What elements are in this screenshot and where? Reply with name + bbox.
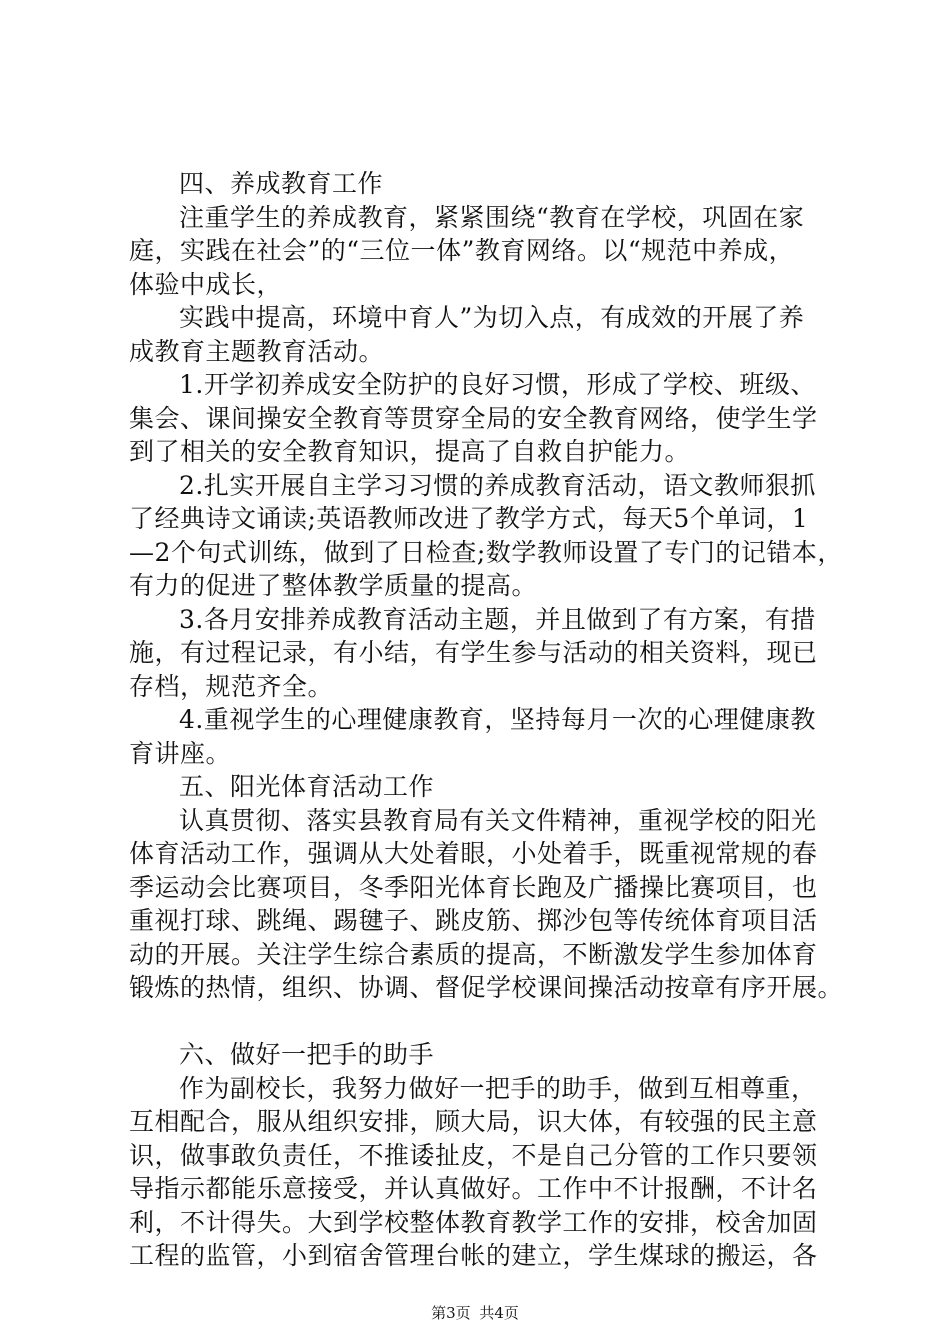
- text-line: 四、养成教育工作: [179, 169, 384, 198]
- text-line: 五、阳光体育活动工作: [179, 772, 435, 801]
- text-line: 识，做事敢负责任，不推诿扯皮，不是自己分管的工作只要领: [129, 1140, 818, 1170]
- text-line: 有力的促进了整体教学质量的提高。: [129, 571, 538, 600]
- text-line: 锻炼的热情，组织、协调、督促学校课间操活动按章有序开展。: [129, 973, 844, 1002]
- text-line: 六、做好一把手的助手: [179, 1040, 435, 1069]
- text-line: 认真贯彻、落实县教育局有关文件精神，重视学校的阳光: [179, 805, 817, 835]
- text-line: 作为副校长，我努力做好一把手的助手，做到互相尊重，: [179, 1073, 817, 1103]
- text-line: 成教育主题教育活动。: [129, 336, 385, 366]
- text-line: 4.重视学生的心理健康教育，坚持每月一次的心理健康教: [179, 705, 816, 734]
- text-line: 季运动会比赛项目，冬季阳光体育长跑及广播操比赛项目，也: [129, 872, 818, 902]
- text-line: —2个句式训练，做到了日检查;数学教师设置了专门的记错本，: [129, 537, 843, 567]
- text-line: 互相配合，服从组织安排，顾大局，识大体，有较强的民主意: [129, 1107, 818, 1136]
- text-line: 动的开展。关注学生综合素质的提高，不断激发学生参加体育: [129, 939, 818, 969]
- text-line: 1.开学初养成安全防护的良好习惯，形成了学校、班级、: [179, 370, 816, 399]
- text-line: 到了相关的安全教育知识，提高了自救自护能力。: [129, 437, 691, 466]
- text-line: 集会、课间操安全教育等贯穿全局的安全教育网络，使学生学: [129, 403, 818, 433]
- text-line: 体育活动工作，强调从大处着眼，小处着手，既重视常规的春: [129, 839, 818, 868]
- page-number: 第3页: [431, 1304, 471, 1322]
- blank-line: [129, 1005, 844, 1039]
- text-line: 重视打球、跳绳、踢毽子、跳皮筋、掷沙包等传统体育项目活: [129, 906, 818, 935]
- text-line: 注重学生的养成教育，紧紧围绕“教育在学校，巩固在家: [179, 202, 805, 232]
- text-line: 2.扎实开展自主学习习惯的养成教育活动，语文教师狠抓: [179, 470, 816, 500]
- document-body: [129, 167, 844, 1273]
- text-line: 庭，实践在社会”的“三位一体”教育网络。以“规范中养成，: [129, 236, 795, 265]
- text-line: 利，不计得失。大到学校整体教育教学工作的安排，校舍加固: [129, 1207, 818, 1237]
- page-footer: [0, 1303, 950, 1323]
- text-line: 导指示都能乐意接受，并认真做好。工作中不计报酬，不计名: [129, 1174, 818, 1203]
- text-line: 存档，规范齐全。: [129, 671, 334, 701]
- page-total: 共4页: [479, 1304, 519, 1322]
- text-line: 工程的监管，小到宿舍管理台帐的建立，学生煤球的搬运，各: [129, 1241, 818, 1270]
- text-line: 了经典诗文诵读;英语教师改进了教学方式，每天5个单词，1: [129, 504, 809, 533]
- text-line: 3.各月安排养成教育活动主题，并且做到了有方案，有措: [179, 604, 816, 634]
- text-line: 体验中成长，: [129, 269, 283, 299]
- text-line: 育讲座。: [129, 738, 232, 768]
- text-line: 施，有过程记录，有小结，有学生参与活动的相关资料，现已: [129, 638, 818, 667]
- text-line: 实践中提高，环境中育人”为切入点，有成效的开展了养: [179, 303, 805, 332]
